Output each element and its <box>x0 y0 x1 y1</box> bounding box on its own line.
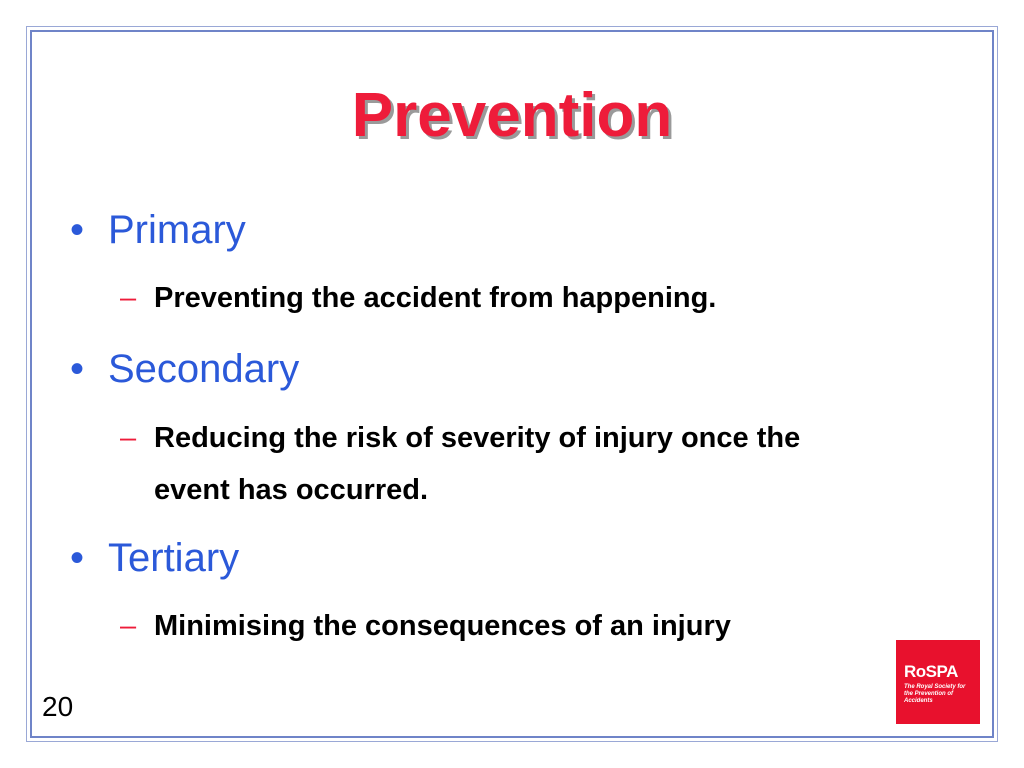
sub-point-tertiary <box>120 600 731 652</box>
page-number: 20 <box>42 691 74 722</box>
dash-icon: – <box>120 282 137 314</box>
bullet-label: Tertiary <box>108 536 240 580</box>
dash-icon: – <box>120 610 137 642</box>
sub-point-text: Preventing the accident from happening. <box>154 282 717 314</box>
bullet-label: Primary <box>108 208 246 252</box>
bullet-secondary <box>70 345 299 393</box>
rospa-logo <box>896 640 980 724</box>
sub-point-primary <box>120 272 716 324</box>
slide-title: Prevention <box>351 81 673 150</box>
sub-point-secondary <box>120 412 800 516</box>
logo-name: RoSPA <box>904 662 958 681</box>
bullet-dot-icon: • <box>70 208 85 252</box>
logo-tagline: The Royal Society for the Prevention of Accidents <box>904 684 966 704</box>
bullet-dot-icon: • <box>70 347 85 391</box>
bullet-primary <box>70 206 246 254</box>
dash-icon: – <box>120 422 137 454</box>
bullet-label: Secondary <box>108 347 300 391</box>
bullet-tertiary <box>70 534 239 582</box>
sub-point-text-continued: event has occurred. <box>154 474 428 506</box>
bullet-dot-icon: • <box>70 536 85 580</box>
sub-point-text: Minimising the consequences of an injury <box>154 610 731 642</box>
sub-point-text: Reducing the risk of severity of injury once the <box>154 422 801 454</box>
